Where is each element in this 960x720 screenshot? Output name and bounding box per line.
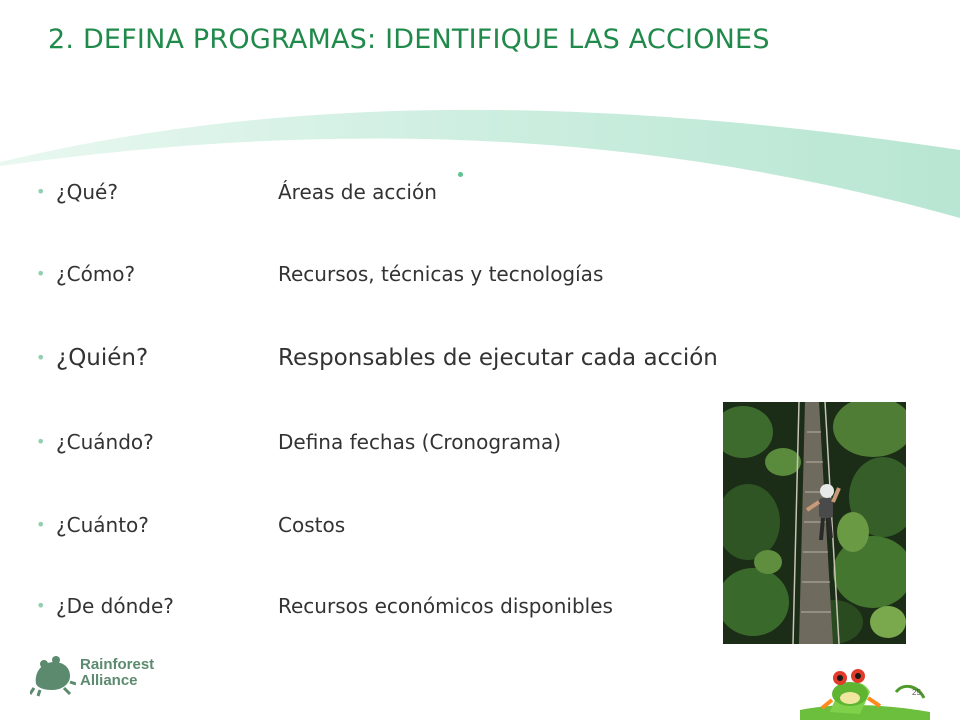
answer: Áreas de acción xyxy=(278,180,437,204)
logo-line-1: Rainforest xyxy=(80,656,155,673)
question: ¿Cuándo? xyxy=(56,430,154,454)
list-item xyxy=(36,426,736,458)
tree-frog-illustration xyxy=(800,652,930,720)
question: ¿De dónde? xyxy=(56,594,174,618)
bullet-icon: • xyxy=(36,432,46,451)
bullet-icon: • xyxy=(36,348,46,367)
list-item xyxy=(36,176,736,208)
bullet-icon: • xyxy=(36,264,46,283)
logo-text xyxy=(80,657,154,689)
bullet-icon: • xyxy=(36,182,46,201)
list-item xyxy=(36,258,736,290)
question: ¿Qué? xyxy=(56,180,118,204)
list-item xyxy=(36,509,736,541)
bullet-icon: • xyxy=(36,596,46,615)
canopy-bridge-photo xyxy=(723,402,906,644)
question: ¿Cómo? xyxy=(56,262,136,286)
answer: Recursos económicos disponibles xyxy=(278,594,613,618)
frog-logo-icon xyxy=(30,654,76,698)
slide-title: 2. DEFINA PROGRAMAS: IDENTIFIQUE LAS ACCIONES xyxy=(48,24,770,55)
decorative-dot xyxy=(458,172,463,177)
decorative-swoosh xyxy=(0,80,960,240)
bullet-icon: • xyxy=(36,515,46,534)
list-item xyxy=(36,342,736,374)
question: ¿Quién? xyxy=(56,345,149,371)
logo-line-2: Alliance xyxy=(80,672,138,689)
answer: Recursos, técnicas y tecnologías xyxy=(278,262,604,286)
page-number: 25 xyxy=(912,688,921,697)
rainforest-alliance-logo xyxy=(30,654,180,702)
answer: Responsables de ejecutar cada acción xyxy=(278,345,718,371)
list-item xyxy=(36,590,736,622)
answer: Costos xyxy=(278,513,346,537)
answer: Defina fechas (Cronograma) xyxy=(278,430,562,454)
question: ¿Cuánto? xyxy=(56,513,149,537)
